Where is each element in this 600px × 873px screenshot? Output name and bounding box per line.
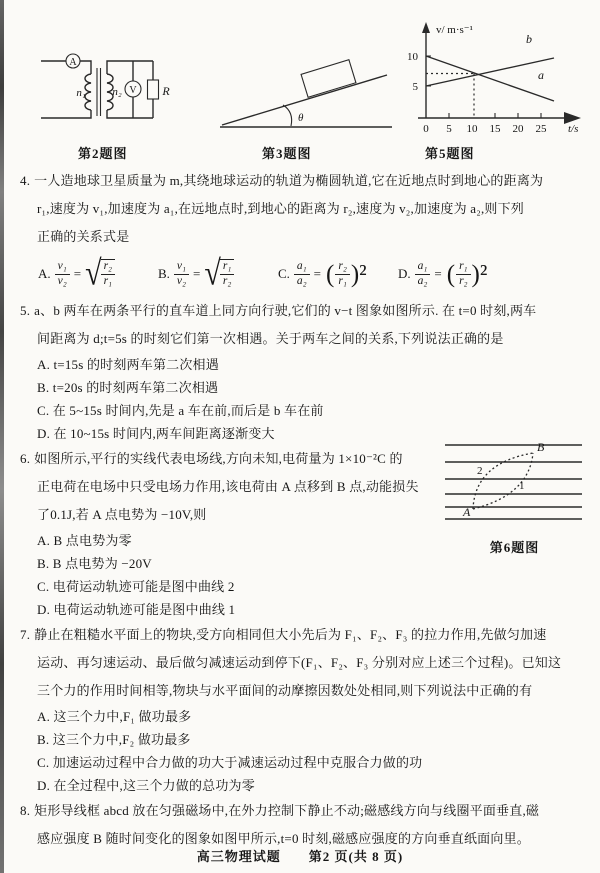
question-7-number: 7. [20,627,31,642]
figure5-caption: 第5题图 [425,146,475,161]
q6-option-b: B. B 点电势为 −20V [37,556,152,571]
figure-circuit [33,38,183,143]
incline-diagram [212,55,397,140]
x-tick-20: 20 [512,123,524,135]
x-tick-5: 5 [446,123,452,135]
fraction [415,260,431,289]
x-axis-label: t/s [568,123,579,135]
y-axis-arrow [422,22,430,33]
curve-1-label: 1 [519,480,525,492]
equals-sign: = [73,266,82,281]
question-5-line-1 [20,297,594,325]
fraction [55,260,70,289]
fraction [101,259,115,289]
close-paren-squared: )² [350,260,367,288]
page-footer: 高三物理试题 第2 页(共 8 页) [196,849,404,864]
figure3-caption: 第3题图 [262,146,312,161]
question-8-text: 矩形导线框 abcd 放在匀强磁场中,在外力控制下静止不动;磁感线方向与线圈平面垂直,磁 [34,803,540,818]
denominator: r₁ [338,274,347,287]
numerator: v₁ [55,260,70,275]
field-lines-diagram [441,437,588,529]
option-label: A. [38,266,51,281]
q7-option-b: B. 这三个力中,F₂ 做功最多 [37,732,191,747]
x-tick-0: 0 [423,123,429,135]
numerator: r₂ [335,260,349,275]
denominator: a₂ [417,274,428,287]
vt-graph [398,18,590,144]
question-5-text: a、b 两车在两条平行的直车道上同方向行驶,它们的 v−t 图象如图所示. 在 t=0 时刻,两车 [34,303,537,318]
voltmeter-label: V [129,85,137,96]
figures-row [0,0,600,165]
circuit-diagram [33,38,183,138]
series-a-label: a [538,68,544,82]
open-paren: ( [446,260,456,288]
denominator: r₂ [222,275,232,287]
y-tick-10: 10 [407,51,418,63]
x-tick-10: 10 [466,123,478,135]
figure-incline [212,55,397,145]
denominator: v₂ [57,274,67,287]
resistor-label: R [162,84,170,98]
q7-option-d: D. 在全过程中,这三个力做的总功为零 [37,778,255,793]
q5-option-d: D. 在 10~15s 时间内,两车间距离逐渐变大 [37,426,275,441]
numerator: v₁ [174,260,189,275]
angle-arc [283,105,292,126]
x-ticks [449,113,541,118]
q6-option-a: A. B 点电势为零 [37,533,132,548]
fraction [294,260,310,289]
equals-sign: = [193,266,201,281]
numerator: r₂ [101,260,115,275]
secondary-turns-label: n₂ [112,86,122,98]
fraction [456,260,470,289]
fraction [174,260,189,289]
equals-sign: = [434,266,442,281]
q7-option-c: C. 加速运动过程中合力做的功大于减速运动过程中克服合力做的功 [37,755,423,770]
angle-label: θ [298,112,304,124]
q4-option-d [398,260,518,289]
question-5-number: 5. [20,303,31,318]
questions-area [0,167,600,853]
figure2-caption: 第2题图 [78,146,128,161]
figure-field-lines [441,437,588,556]
y-ticks [426,56,431,86]
q7-option-a: A. 这三个力中,F₁ 做功最多 [37,709,192,724]
question-4-options [20,251,594,297]
wire [80,61,91,74]
option-label: D. [398,266,411,281]
radical-sign: √ [204,253,221,293]
q6-option-c: C. 电荷运动轨迹可能是图中曲线 2 [37,579,235,594]
figure6-caption: 第6题图 [489,540,540,555]
q5-option-b: B. t=20s 的时刻两车第二次相遇 [37,380,219,395]
question-7-line-1 [20,621,594,649]
q6-option-d: D. 电荷运动轨迹可能是图中曲线 1 [37,602,236,617]
y-tick-5: 5 [412,81,418,93]
question-4-number: 4. [20,173,31,188]
q5-option-c: C. 在 5~15s 时间内,先是 a 车在前,而后是 b 车在前 [37,403,324,418]
question-8-number: 8. [20,803,31,818]
question-6-text: 如图所示,平行的实线代表电场线,方向未知,电荷量为 1×10⁻²C 的 [34,451,403,466]
question-5 [20,297,594,445]
question-7-line-2: 运动、再匀速运动、最后做匀减速运动到停下(F₁、F₂、F₃ 分别对应上述三个过程)。已知这 [37,655,562,670]
q4-option-a [38,253,158,293]
primary-turns-label: n₁ [76,87,86,99]
question-6-number: 6. [20,451,31,466]
figure-vt-graph [398,18,590,149]
question-8-line-2: 感应强度 B 随时间变化的图象如图甲所示,t=0 时刻,磁感应强度的方向垂直纸面向里。 [37,831,530,846]
numerator: r₁ [220,260,234,275]
question-6-line-2: 正电荷在电场中只受电场力作用,该电荷由 A 点移到 B 点,动能损失 [37,479,419,494]
numerator: r₁ [456,260,470,275]
incline-line [222,75,387,125]
fraction [335,260,349,289]
question-8 [20,797,594,853]
question-5-line-2: 间距离为 d;t=5s 的时刻它们第一次相遇。关于两车之间的关系,下列说法正确的是 [37,331,504,346]
question-8-line-1 [20,797,594,825]
ammeter-label: A [69,57,77,68]
question-6-line-3: 了0.1J,若 A 点电势为 −10V,则 [37,507,207,522]
option-label: C. [278,266,290,281]
open-paren: ( [326,260,335,288]
radical-sign: √ [85,253,102,293]
question-4-text: 一人造地球卫星质量为 m,其绕地球运动的轨道为椭圆轨道,它在近地点时到地心的距离为 [34,173,544,188]
question-4-line-1 [20,167,594,195]
fraction [220,259,234,289]
y-axis-label: v/ m·s⁻¹ [436,24,473,36]
equals-sign: = [313,266,322,281]
x-tick-15: 15 [489,123,501,135]
denominator: v₂ [176,274,187,287]
point-b-label: B [537,440,545,454]
question-6 [20,440,594,621]
series-b-label: b [526,32,532,46]
block-on-incline [301,60,356,98]
wire [107,110,153,118]
curve-2-label: 2 [477,465,483,477]
denominator: a₂ [296,274,307,287]
wire [107,61,153,74]
resistor-icon [148,80,159,99]
option-label: B. [158,266,170,281]
point-a-label: A [463,505,471,519]
question-7-text: 静止在粗糙水平面上的物块,受方向相同但大小先后为 F₁、F₂、F₃ 的拉力作用,先做匀加速 [34,627,547,642]
q4-option-b [158,253,278,293]
wire [41,110,91,118]
question-4-line-3: 正确的关系式是 [37,229,130,244]
q4-option-c [278,260,398,289]
question-4-line-2: r₁,速度为 v₁,加速度为 a₁,在远地点时,到地心的距离为 r₂,速度为 v₂,加速度为 a₂,则下列 [37,201,524,216]
x-tick-25: 25 [535,123,547,135]
numerator: a₁ [294,260,310,275]
primary-coil [85,74,91,110]
question-4 [20,167,594,297]
question-7-line-3: 三个力的作用时间相等,物块与水平面间的动摩擦因数处处相同,则下列说法中正确的有 [37,683,533,698]
denominator: r₁ [103,275,113,287]
numerator: a₁ [415,260,431,275]
transformer-core [97,68,101,116]
denominator: r₂ [459,274,468,287]
question-7 [20,621,594,797]
close-paren-squared: )² [471,260,488,288]
q5-option-a: A. t=15s 的时刻两车第二次相遇 [37,357,219,372]
